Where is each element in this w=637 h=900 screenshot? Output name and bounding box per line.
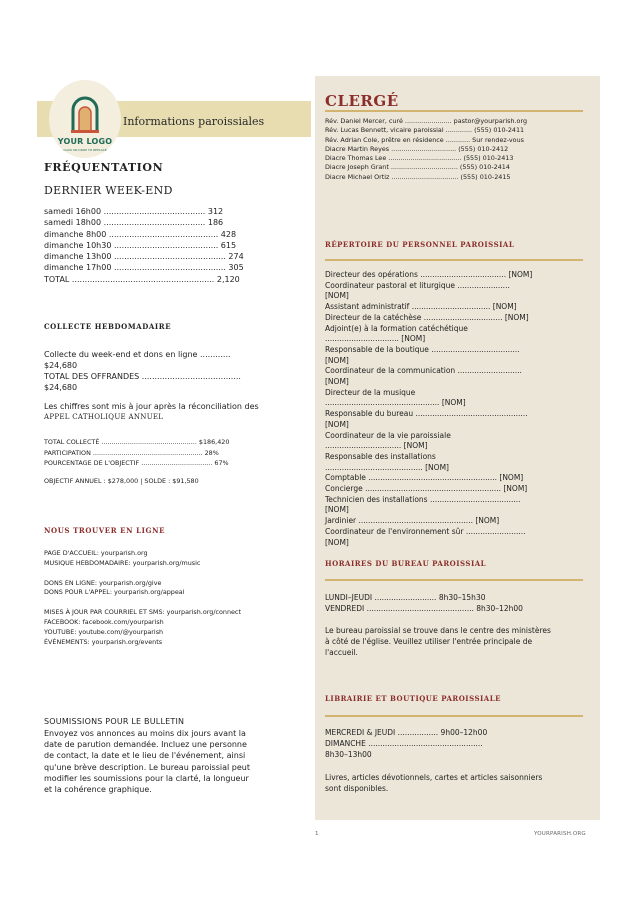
online-group [44, 579, 306, 599]
clergy-row: Rév. Lucas Bennett, vicaire paroissial ............. (555) 010-2411 [325, 126, 525, 135]
page-number: 1 [315, 831, 319, 837]
staff-line: Responsable des installations [325, 451, 436, 461]
attendance-total: TOTAL ........................................................ 2,120 [44, 274, 240, 284]
collection-value: $24,680 [44, 383, 78, 392]
clergy-row: Rév. Adrian Cole, prêtre en résidence ............ Sur rendez-vous [325, 135, 524, 144]
attendance-row: samedi 18h00 ........................................ 186 [44, 218, 224, 228]
divider [325, 715, 583, 717]
staff-line: Coordinateur de la communication ........................... [325, 366, 522, 376]
staff-line: Technicien des installations ...................................... [325, 494, 521, 504]
bulletin-line: de contact, la date et le lieu de l'événement, ainsi [44, 751, 246, 761]
office-row: VENDREDI ............................................. 8h30–12h00 [325, 604, 523, 613]
staff-line: ................................ [NOM] [325, 441, 428, 451]
office-note: Le bureau paroissial se trouve dans le centre des ministères à côté de l'église. Veuillez utiliser l'entrée principale de l'accueil. [325, 626, 551, 658]
staff-line: Adjoint(e) à la formation catéchétique [325, 323, 468, 333]
staff-line: Jardinier ................................................ [NOM] [325, 516, 500, 526]
staff-line: Responsable du bureau ............................................... [325, 409, 528, 419]
bulletin-line: qu'une brève description. Le bureau paroissial peut [44, 762, 250, 772]
staff-line: ............................... [NOM] [325, 334, 426, 344]
collection-heading: COLLECTE HEBDOMADAIRE [44, 322, 172, 331]
staff-line: Coordinateur pastoral et liturgique ...................... [325, 280, 510, 290]
staff-line: Directeur de la catéchèse ................................. [NOM] [325, 312, 529, 322]
appeal-heading: APPEL CATHOLIQUE ANNUEL [44, 413, 164, 421]
link-appeal[interactable]: DONS POUR L'APPEL: yourparish.org/appeal [44, 588, 185, 597]
staff-line: ......................................... [NOM] [325, 462, 449, 472]
link-events[interactable]: ÉVÉNEMENTS: yourparish.org/events [44, 637, 163, 646]
appeal-row: TOTAL COLLECTÉ ............................................... $186,420 [44, 438, 230, 446]
staff-line: [NOM] [325, 291, 349, 301]
shop-row: 8h30–13h00 [325, 750, 372, 759]
staff-heading: RÉPERTOIRE DU PERSONNEL PAROISSIAL [325, 240, 515, 249]
attendance-heading: FRÉQUENTATION [44, 161, 164, 174]
page-title: Informations paroissiales [123, 115, 265, 128]
bulletin-line: modifier les soumissions pour la clarté, la longueur [44, 773, 249, 783]
attendance-subheading: DERNIER WEEK-END [44, 184, 173, 197]
staff-line: [NOM] [325, 419, 349, 429]
shop-row: MERCREDI & JEUDI ................. 9h00–12h00 [325, 728, 488, 737]
clergy-row: Diacre Joseph Grant ................................. (555) 010-2414 [325, 163, 510, 172]
collection-note-text: Les chiffres sont mis à jour après la réconciliation des [44, 402, 259, 411]
shop-hours [325, 727, 555, 760]
footer-site[interactable]: YOURPARISH.ORG [534, 831, 586, 837]
collection-line: Collecte du week-end et dons en ligne ............ [44, 350, 231, 359]
staff-line: [NOM] [325, 505, 349, 515]
bulletin-line: date de parution demandée. Incluez une personne [44, 740, 247, 750]
bulletin-body [44, 728, 264, 795]
online-group [44, 608, 306, 647]
clergy-heading: CLERGÉ [325, 92, 399, 110]
bulletin-line: et la cohérence graphique. [44, 785, 152, 795]
appeal-row: PARTICIPATION ...................................................... 28% [44, 448, 219, 457]
staff-line: [NOM] [325, 355, 349, 365]
logo-text: YOUR LOGO [57, 137, 113, 146]
divider [325, 579, 583, 581]
link-music[interactable]: MUSIQUE HEBDOMADAIRE: yourparish.org/music [44, 558, 201, 567]
shop-note [325, 772, 555, 792]
link-give[interactable]: DONS EN LIGNE: yourparish.org/give [44, 578, 162, 587]
link-youtube[interactable]: YOUTUBE: youtube.com/@yourparish [44, 627, 164, 636]
link-facebook[interactable]: FACEBOOK: facebook.com/yourparish [44, 617, 164, 626]
office-heading: HORAIRES DU BUREAU PAROISSIAL [325, 559, 487, 568]
attendance-row: dimanche 10h30 ......................................... 615 [44, 240, 237, 250]
attendance-row: samedi 16h00 ........................................ 312 [44, 207, 224, 216]
office-row: LUNDI–JEUDI .......................... 8h30–15h30 [325, 593, 486, 602]
divider [325, 110, 583, 112]
staff-directory [325, 270, 550, 547]
staff-line: ................................................ [NOM] [325, 398, 466, 408]
collection-note [44, 402, 269, 412]
attendance-row: dimanche 13h00 ............................................ 274 [44, 252, 244, 262]
bulletin-line: Envoyez vos annonces au moins dix jours avant la [44, 729, 246, 738]
staff-line: Coordinateur de la vie paroissiale [325, 430, 451, 440]
clergy-row: Diacre Michael Ortiz ................................. (555) 010-2415 [325, 172, 511, 181]
staff-line: Concierge ......................................................... [NOM] [325, 484, 528, 494]
collection-line: TOTAL DES OFFRANDES ....................................... [44, 372, 241, 381]
collection-value: $24,680 [44, 361, 78, 370]
logo-tagline: CLICK OR DROP TO REPLACE [63, 148, 107, 152]
staff-line: Coordinateur de l'environnement sûr ......................... [325, 526, 526, 536]
staff-line: [NOM] [325, 537, 349, 547]
online-links [44, 549, 306, 657]
staff-line: Directeur de la musique [325, 387, 416, 397]
attendance-row: dimanche 8h00 ........................................... 428 [44, 229, 237, 239]
shop-note-text: Livres, articles dévotionnels, cartes et articles saisonniers sont disponibles. [325, 773, 543, 793]
clergy-list [325, 117, 583, 182]
church-door-icon [69, 94, 101, 134]
shop-heading: LIBRAIRIE ET BOUTIQUE PAROISSIALE [325, 694, 501, 703]
attendance-row: dimanche 17h00 ............................................ 305 [44, 263, 244, 273]
appeal-list [44, 437, 306, 469]
shop-row: DIMANCHE ................................................ [325, 739, 483, 748]
staff-line: [NOM] [325, 377, 349, 387]
staff-line: Comptable ...................................................... [NOM] [325, 473, 524, 483]
staff-line: Responsable de la boutique ..................................... [325, 344, 520, 354]
staff-line: Assistant administratif ................................. [NOM] [325, 302, 517, 312]
collection-body [44, 349, 269, 393]
clergy-row: Diacre Thomas Lee .................................... (555) 010-2413 [325, 154, 514, 163]
link-connect[interactable]: MISES À JOUR PAR COURRIEL ET SMS: yourparish.org/connect [44, 608, 241, 617]
office-hours [325, 592, 583, 614]
link-home[interactable]: PAGE D'ACCUEIL: yourparish.org [44, 549, 148, 557]
clergy-row: Diacre Martin Reyes ................................ (555) 010-2412 [325, 144, 509, 153]
clergy-row: Rév. Daniel Mercer, curé ....................... pastor@yourparish.org [325, 117, 528, 125]
appeal-row: POURCENTAGE DE L'OBJECTIF ................................... 67% [44, 459, 229, 467]
logo[interactable] [49, 80, 121, 158]
appeal-objective: OBJECTIF ANNUEL : $278,000 | SOLDE : $91,580 [44, 477, 199, 485]
divider [325, 259, 583, 261]
bulletin-heading: SOUMISSIONS POUR LE BULLETIN [44, 717, 185, 726]
online-group [44, 549, 306, 569]
attendance-list [44, 206, 306, 285]
staff-line: Directeur des opérations .................................... [NOM] [325, 270, 533, 279]
online-heading: NOUS TROUVER EN LIGNE [44, 526, 166, 535]
